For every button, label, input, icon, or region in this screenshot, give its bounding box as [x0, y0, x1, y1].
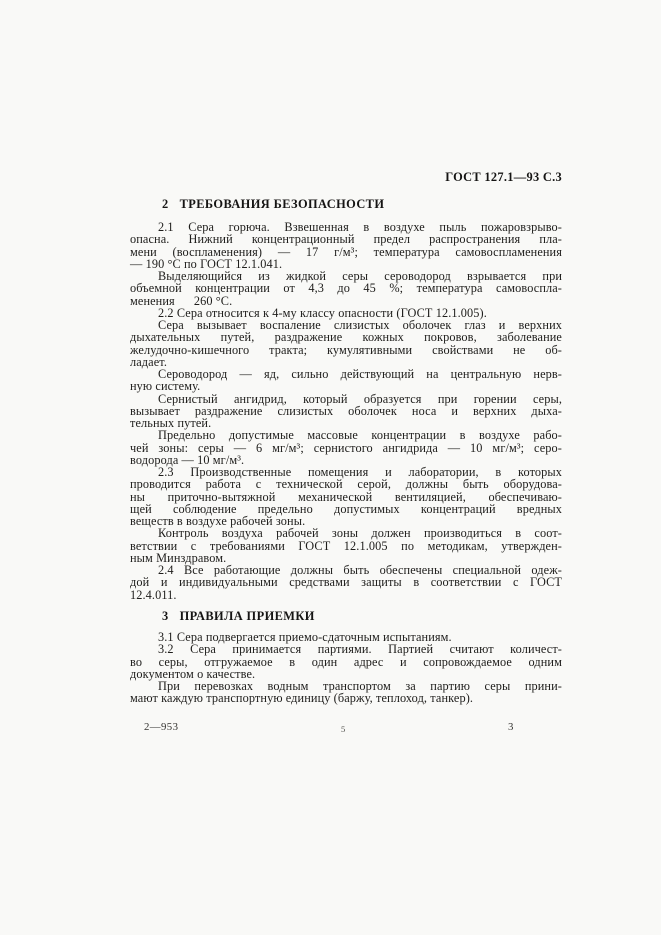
paragraph [130, 564, 562, 601]
section-heading-safety-requirements [162, 198, 384, 210]
text-line: дой и индивидуальными средствами защиты в соответствии с ГОСТ [130, 575, 562, 590]
text-line: мени (воспламенения) — 17 г/м³; температура самовоспламенения [130, 244, 562, 259]
text-line: ладает. [130, 354, 167, 369]
text-line: Сероводород — яд, сильно действующий на центральную нерв- [158, 367, 562, 381]
text-line: 2.2 Сера относится к 4-му классу опасности (ГОСТ 12.1.005). [158, 305, 487, 320]
paragraph [130, 368, 562, 393]
text-line: 2.4 Все работающие должны быть обеспечены специальной одеж- [158, 563, 562, 577]
text-line: Контроль воздуха рабочей зоны должен производиться в соот- [158, 526, 562, 541]
text-line: При перевозках водным транспортом за партию серы прини- [158, 679, 562, 693]
paragraph [130, 429, 562, 466]
paragraph [130, 221, 562, 270]
section-title: ТРЕБОВАНИЯ БЕЗОПАСНОСТИ [179, 197, 385, 211]
text-line: чей зоны: серы — 6 мг/м³; сернистого ангидрида — 10 мг/м³; серо- [130, 440, 562, 455]
text-line: 3.2 Сера принимается партиями. Партией считают количест- [158, 642, 562, 657]
paragraph [130, 680, 562, 705]
text-line: 2.3 Производственные помещения и лаборатории, в которых [158, 465, 562, 479]
section-heading-acceptance-rules [162, 610, 315, 622]
text-line: Выделяющийся из жидкой серы сероводород взрывается при [158, 269, 562, 283]
section-number: 2 [162, 197, 169, 211]
text-line: ны приточно-вытяжной механической вентиляцией, обеспечиваю- [130, 489, 562, 504]
footer-center-mark: 5 [341, 724, 346, 734]
section-number: 3 [162, 609, 169, 623]
page-header-gost-number: ГОСТ 127.1—93 С.3 [445, 170, 562, 184]
text-line: Сернистый ангидрид, который образуется при горении серы, [158, 391, 562, 406]
print-order-number: 2—953 [144, 721, 179, 733]
section-acceptance-body [130, 631, 562, 705]
text-line: проводится работа с технической серой, должны быть оборудова- [130, 477, 562, 492]
text-line: тельных путей. [130, 416, 212, 430]
text-line: ным Минздравом. [130, 550, 227, 565]
paragraph [130, 319, 562, 368]
text-line: Предельно допустимые массовые концентрации в воздухе рабо- [158, 428, 562, 443]
text-line: ную систему. [130, 379, 201, 394]
paragraph [130, 466, 562, 527]
text-line: Сера вызывает воспаление слизистых оболочек глаз и верхних [158, 318, 562, 332]
section-title: ПРАВИЛА ПРИЕМКИ [179, 609, 315, 623]
text-line: вызывает раздражение слизистых оболочек носа и верхних дыха- [130, 403, 562, 418]
text-line: во серы, отгружаемое в один адрес и сопровождаемое одним [130, 654, 562, 669]
text-line: веществ в воздухе рабочей зоны. [130, 514, 306, 528]
page-footer [130, 722, 562, 736]
text-line: менения 260 °С. [130, 293, 233, 308]
text-line: мают каждую транспортную единицу (баржу, теплоход, танкер). [130, 691, 474, 706]
text-line: 3.1 Сера подвергается приемо-сдаточным испытаниям. [158, 630, 452, 644]
text-line: объемной концентрации от 4,3 до 45 %; температура самовоспла- [130, 281, 562, 296]
paragraph [130, 270, 562, 307]
text-line: ветствии с требованиями ГОСТ 12.1.005 по методикам, утвержден- [130, 538, 562, 553]
text-line: 2.1 Сера горюча. Взвешенная в воздухе пыль пожаровзрыво- [158, 220, 562, 234]
paragraph [130, 643, 562, 680]
text-line: — 190 °С по ГОСТ 12.1.041. [130, 256, 283, 271]
text-line: щей соблюдение предельно допустимых концентраций вредных [130, 501, 562, 516]
text-line: желудочно-кишечного тракта; кумулятивными свойствами не об- [130, 342, 562, 357]
text-line: 12.4.011. [130, 587, 177, 602]
paragraph [130, 527, 562, 564]
page-number: 3 [508, 721, 514, 733]
text-line: документом о качестве. [130, 666, 256, 681]
section-safety-body [130, 221, 562, 601]
text-line: опасна. Нижний концентрационный предел распространения пла- [130, 232, 562, 247]
text-line: дыхательных путей, раздражение кожных покровов, заболевание [130, 330, 562, 345]
text-line: водорода — 10 мг/м³. [130, 452, 245, 467]
paragraph [130, 393, 562, 430]
